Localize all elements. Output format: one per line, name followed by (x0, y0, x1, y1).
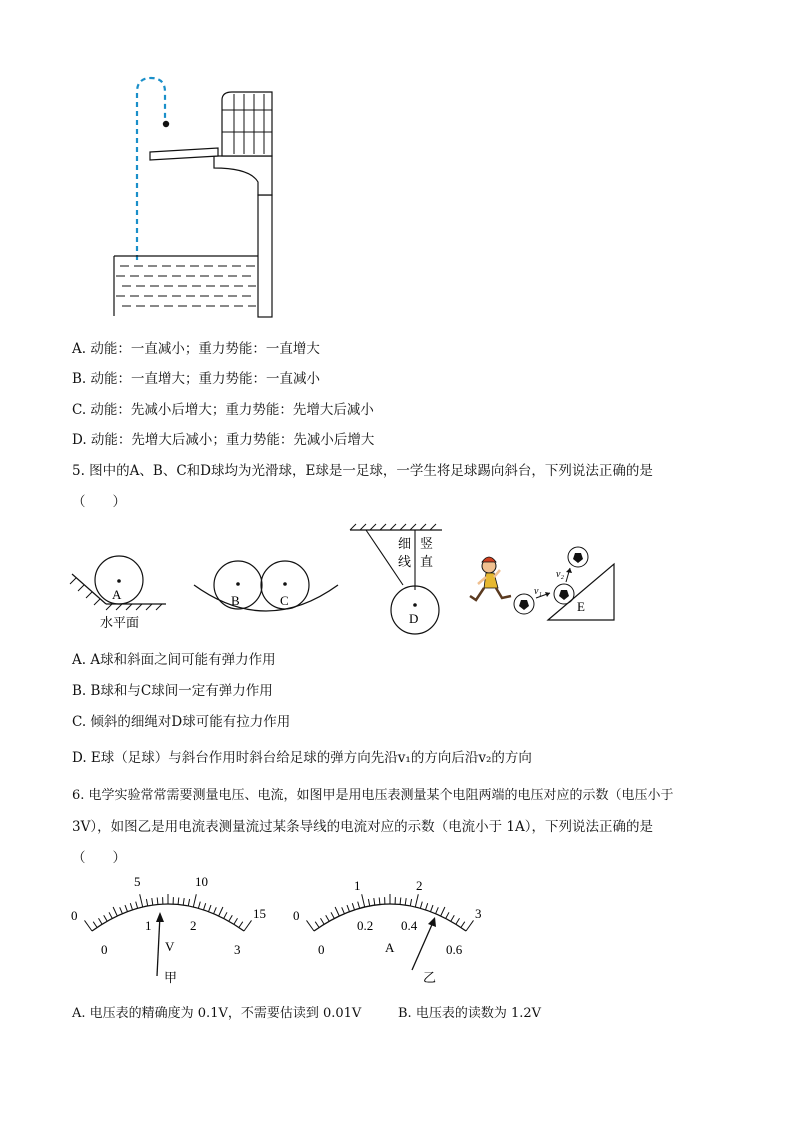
scale-tick (426, 903, 428, 910)
tower-column (258, 195, 272, 317)
scale-tick (326, 915, 330, 921)
v2-label: v₂ (556, 569, 564, 580)
am-inner-0: 0 (318, 942, 325, 957)
diver-dot (163, 121, 169, 127)
scale-tick (431, 905, 434, 912)
q6-answer-paren: （ ） (72, 850, 126, 866)
am-outer-1: 1 (354, 878, 361, 893)
scale-tick (130, 903, 132, 910)
ball-d-label: D (409, 611, 419, 626)
scale-tick (120, 907, 123, 913)
scale-tick (342, 907, 345, 913)
vm-inner-2: 2 (190, 918, 197, 933)
scale-tick (229, 915, 233, 921)
vm-unit: V (165, 939, 175, 954)
q5-option-d: D. E球（足球）与斜台作用时斜台给足球的弹方向先沿v₁的方向后沿v₂的方向 (72, 750, 532, 766)
scale-tick (239, 922, 243, 928)
scale-tick (104, 915, 108, 921)
scale-tick (415, 894, 418, 907)
am-outer-0: 0 (293, 908, 300, 923)
scale-tick (441, 907, 445, 916)
scale-tick (193, 894, 196, 907)
vm-outer-15: 15 (253, 906, 266, 921)
scale-tick (214, 907, 217, 913)
ball-a-label: A (112, 587, 122, 602)
scale-tick (315, 922, 319, 928)
vertical-char-2: 直 (420, 554, 434, 569)
scale-tick (405, 898, 406, 905)
q5-option-a: A. A球和斜面之间可能有弹力作用 (72, 652, 276, 668)
scale-tick (456, 918, 460, 924)
scale-tick (368, 899, 369, 906)
scale-tick (446, 912, 449, 918)
scale-tick (209, 905, 212, 912)
scale-tick (140, 894, 143, 907)
am-inner-06: 0.6 (446, 942, 463, 957)
scale-tick (436, 907, 439, 913)
vm-inner-1: 1 (145, 918, 152, 933)
scale-tick (466, 920, 474, 931)
trajectory-path (137, 78, 165, 260)
vm-caption: 甲 (164, 970, 178, 985)
scale-tick (307, 920, 315, 931)
vertical-char-1: 竖 (420, 536, 434, 551)
scale-tick (152, 898, 153, 905)
scale-tick (85, 920, 93, 931)
scale-tick (109, 912, 112, 918)
q4-option-b: B. 动能：一直增大；重力势能：一直减小 (72, 371, 321, 387)
scale-tick (374, 898, 375, 905)
voltmeter-figure (66, 868, 286, 988)
scale-tick (204, 903, 206, 910)
vm-outer-5: 5 (134, 874, 141, 889)
q5-option-c: C. 倾斜的细绳对D球可能有拉力作用 (72, 714, 291, 730)
am-outer-2: 2 (416, 878, 423, 893)
q5-answer-paren: （ ） (72, 494, 126, 510)
q4-option-a: A. 动能：一直减小；重力势能：一直增大 (72, 341, 320, 357)
ball-a-figure (70, 556, 166, 630)
scale-tick (331, 912, 334, 918)
am-unit: A (385, 940, 395, 955)
scale-tick (335, 907, 339, 916)
string-char-2: 线 (398, 554, 412, 569)
scale-tick (244, 920, 252, 931)
ball-e-label: E (577, 599, 585, 614)
ball-bc-figure (194, 561, 338, 611)
q4-option-c: C. 动能：先减小后增大；重力势能：先增大后减小 (72, 402, 374, 418)
scale-tick (99, 918, 103, 924)
scale-tick (400, 898, 401, 905)
ball-c-label: C (280, 593, 289, 608)
v1-label: v₁ (534, 586, 542, 597)
q5-stem: 5. 图中的A、B、C和D球均为光滑球，E球是一足球，一学生将足球踢向斜台，下列说法正确的是 (72, 463, 653, 479)
ground-label: 水平面 (100, 615, 140, 630)
scale-tick (224, 912, 227, 918)
am-inner-02: 0.2 (357, 918, 374, 933)
scale-tick (347, 905, 350, 912)
vm-outer-10: 10 (195, 874, 208, 889)
am-inner-04: 0.4 (401, 918, 418, 933)
scale-tick (410, 899, 411, 906)
vm-outer-0: 0 (71, 908, 78, 923)
q5-figure (66, 522, 626, 640)
ball-d-figure (350, 524, 442, 634)
vm-inner-3: 3 (234, 942, 241, 957)
scale-tick (188, 899, 189, 906)
vm-inner-0: 0 (101, 942, 108, 957)
scale-tick (93, 922, 97, 928)
ball-b-label: B (231, 593, 240, 608)
scale-tick (183, 898, 184, 905)
q5-option-b: B. B球和与C球间一定有弹力作用 (72, 683, 273, 699)
scale-tick (379, 898, 380, 905)
scale-tick (321, 918, 325, 924)
scale-tick (178, 898, 179, 905)
scale-tick (219, 907, 223, 916)
vm-needle (157, 915, 160, 976)
scale-tick (113, 907, 117, 916)
scale-tick (451, 915, 455, 921)
scale-tick (358, 902, 360, 909)
q4-option-d: D. 动能：先增大后减小；重力势能：先减小后增大 (72, 432, 375, 448)
scale-tick (157, 898, 158, 905)
ball-e-figure (470, 547, 614, 620)
ammeter-figure (288, 868, 498, 988)
diving-figure (110, 70, 280, 320)
q6-option-a: A. 电压表的精确度为 0.1V，不需要估读到 0.01V (72, 1006, 362, 1021)
diving-board (150, 148, 218, 160)
q6-stem-line1: 6. 电学实验常常需要测量电压、电流，如图甲是用电压表测量某个电阻两端的电压对应的示数（电压小于 (72, 788, 674, 803)
scale-tick (362, 894, 365, 907)
scale-tick (125, 905, 128, 912)
scale-tick (136, 902, 138, 909)
scale-tick (352, 903, 354, 910)
string-char-1: 细 (398, 536, 412, 551)
scale-tick (146, 899, 147, 906)
am-outer-3: 3 (475, 906, 482, 921)
water-lines (116, 266, 256, 306)
scale-tick (234, 918, 238, 924)
scale-tick (198, 902, 200, 909)
scale-tick (420, 902, 422, 909)
am-caption: 乙 (423, 970, 437, 985)
q6-option-b: B. 电压表的读数为 1.2V (398, 1006, 542, 1021)
q6-stem-line2: 3V），如图乙是用电流表测量流过某条导线的电流对应的示数（电流小于 1A），下列说法正确的是 (72, 819, 653, 835)
scale-tick (461, 922, 465, 928)
